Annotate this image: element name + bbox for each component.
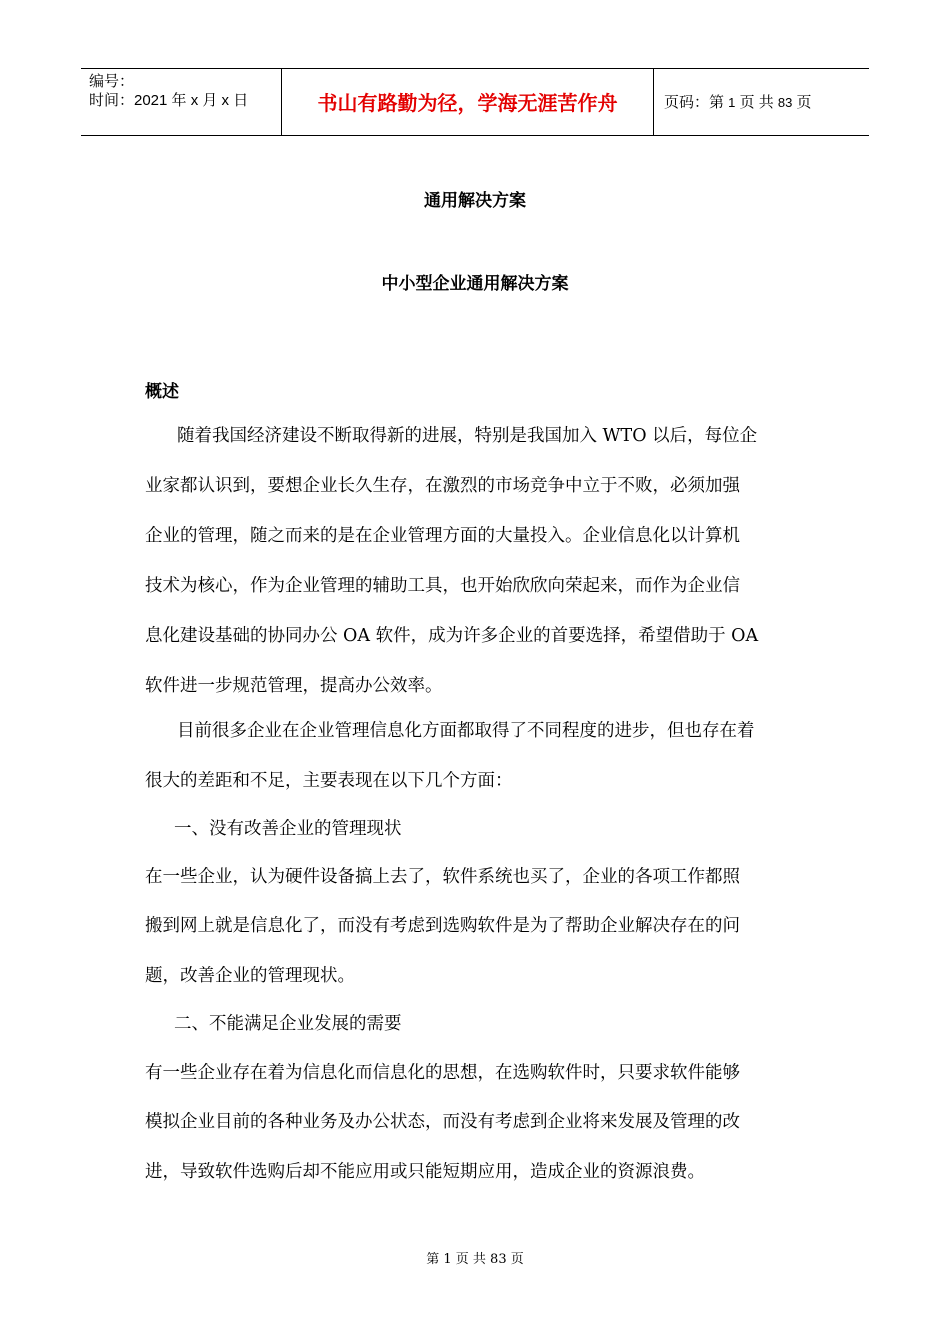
paragraph-1-line: 技术为核心，作为企业管理的辅助工具，也开始欣欣向荣起来，而作为企业信 (145, 576, 740, 596)
item-1-heading: 一、没有改善企业的管理现状 (174, 819, 402, 839)
paragraph-1-line: 业家都认识到，要想企业长久生存，在激烈的市场竞争中立于不败，必须加强 (145, 476, 740, 496)
paragraph-1-line: 息化建设基础的协同办公 OA 软件，成为许多企业的首要选择，希望借助于 OA (145, 626, 759, 646)
item-1-text-line: 搬到网上就是信息化了，而没有考虑到选购软件是为了帮助企业解决存在的问 (145, 916, 740, 936)
document-date: 时间：2021 年 x 月 x 日 (89, 92, 249, 109)
page-current: 1 (728, 95, 736, 110)
item-2-text-line: 进，导致软件选购后却不能应用或只能短期应用，造成企业的资源浪费。 (145, 1162, 705, 1182)
paragraph-2-line: 很大的差距和不足，主要表现在以下几个方面： (145, 771, 513, 791)
document-code-label: 编号： (89, 73, 135, 90)
section-heading: 概述 (145, 382, 179, 402)
document-subtitle: 中小型企业通用解决方案 (381, 274, 569, 294)
item-2-text-line: 有一些企业存在着为信息化而信息化的思想，在选购软件时，只要求软件能够 (145, 1063, 740, 1083)
page-header (81, 68, 869, 136)
header-page-info (654, 69, 869, 135)
paragraph-1-line: 随着我国经济建设不断取得新的进展，特别是我国加入 WTO 以后，每位企 (177, 426, 758, 446)
document-title: 通用解决方案 (424, 191, 526, 211)
item-1-text-line: 题，改善企业的管理现状。 (145, 966, 355, 986)
item-2-text-line: 模拟企业目前的各种业务及办公状态，而没有考虑到企业将来发展及管理的改 (145, 1112, 740, 1132)
item-2-heading: 二、不能满足企业发展的需要 (174, 1014, 402, 1034)
header-meta-cell (81, 69, 282, 135)
item-1-text-line: 在一些企业，认为硬件设备搞上去了，软件系统也买了，企业的各项工作都照 (145, 867, 740, 887)
header-motto: 书山有路勤为径，学海无涯苦作舟 (282, 69, 654, 135)
page-total: 83 (777, 95, 793, 110)
page-footer: 第 1 页 共 83 页 (426, 1252, 524, 1267)
paragraph-1-line: 企业的管理，随之而来的是在企业管理方面的大量投入。企业信息化以计算机 (145, 526, 740, 546)
page-label-prefix: 页码：第 (664, 94, 729, 111)
page-label-mid: 页 共 (735, 94, 778, 111)
paragraph-2-line: 目前很多企业在企业管理信息化方面都取得了不同程度的进步，但也存在着 (177, 721, 755, 741)
page-label-suffix: 页 (792, 94, 812, 111)
paragraph-1-line: 软件进一步规范管理，提高办公效率。 (145, 676, 443, 696)
